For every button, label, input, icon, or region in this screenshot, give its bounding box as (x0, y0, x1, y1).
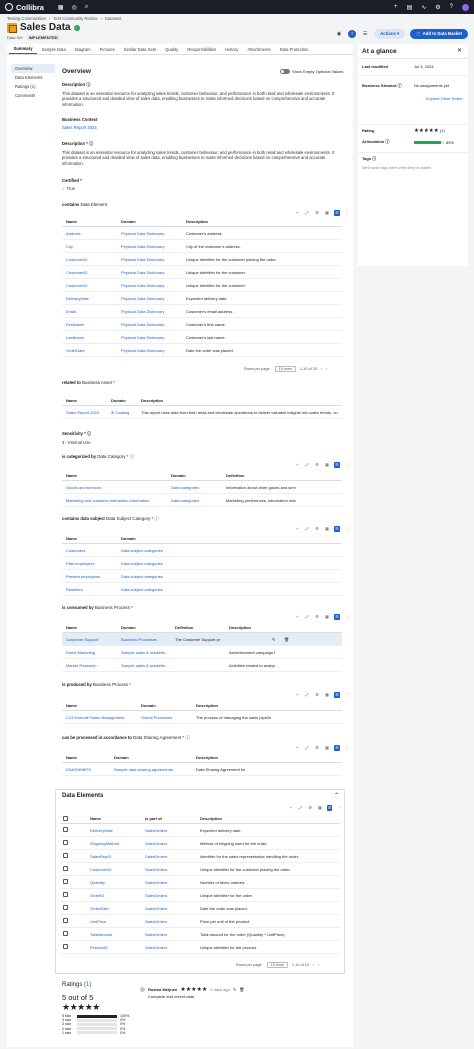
table-row[interactable] (60, 850, 340, 863)
consumed-label: is consumed by Business Process * (62, 605, 133, 610)
articulation-value: 89% (446, 139, 455, 145)
nav-overview[interactable]: Overview (11, 64, 55, 73)
expand-icon[interactable]: ⤢ (305, 462, 309, 467)
row-part-of[interactable]: SalesOrders (145, 892, 168, 898)
expand-icon[interactable]: ⤢ (298, 805, 303, 810)
collibra-logo[interactable] (5, 3, 44, 12)
produced-table: Name Domain Description C13 Execute Sales Management Global Processes The process of managing the sales pipelin (62, 701, 342, 724)
at-a-glance-panel (358, 44, 468, 266)
settings-icon[interactable]: ⚙ (308, 805, 312, 810)
help-icon[interactable]: ? (449, 4, 453, 10)
settings-icon[interactable]: ⚙ (315, 745, 319, 750)
table-row[interactable]: Market Research Sample sales & marketin... Activities related to analys (62, 659, 342, 672)
data-elements-table: Name is part of Description DeliveryDate SalesOrders Expected delivery date. ShippingMethod SalesOrders Method of shipping used for the order. SalesRepID SalesOrders Identifier for the sales representative handling the order. CustomerID SalesOrders Unique identifier for the customer placing the order. Quantity SalesOrders Number of items ordered. OrderID SalesOrders Unique identifier for the order. OrderDate SalesOrders Date the order was placed. UnitPrice SalesOrders Price per unit of the product. TotalAmount SalesOrders Total amount for the order (Quantity * UnitPrice). ProductID SalesOrders Unique identifier for the product. (60, 814, 340, 954)
edit-icon[interactable]: ✎ (272, 636, 276, 642)
top-bar (0, 0, 474, 14)
row-checkbox[interactable] (63, 879, 68, 884)
settings-icon[interactable]: ⚙ (315, 462, 319, 467)
row-name[interactable]: CustomerID (66, 256, 88, 262)
processed-table: Name Domain Description DSAGNMB79 Sample data sharing agreements Data Sharing Agreement for (62, 753, 342, 776)
produced-label: is produced by Business Process * (62, 682, 131, 687)
row-part-of[interactable]: SalesOrders (145, 840, 168, 846)
rows-per-page-select[interactable]: 10 rows (267, 962, 288, 968)
table-view-icon[interactable]: ☰ (335, 526, 339, 531)
row-description: Total amount for the order (Quantity * UnitPrice). (200, 931, 286, 937)
review-time: 2 days ago (210, 987, 230, 992)
tab-similar-data-sets[interactable]: Similar Data Sets (123, 47, 157, 52)
settings-icon[interactable]: ⚙ (315, 692, 319, 697)
reviewer-name: Rosina Meijnen (148, 987, 178, 992)
row-name[interactable]: ProductID (90, 944, 108, 950)
table-row[interactable] (60, 837, 340, 850)
review-text: Complete and recent data (148, 994, 195, 999)
table-toolbar (294, 745, 472, 751)
empty-values-toggle[interactable]: Show Empty Optional Values (280, 69, 344, 74)
row-description: Unique identifier for the customer placing the order. (200, 866, 291, 872)
table-row[interactable]: Goods and services Data categories Information about other goods and serv (62, 481, 342, 494)
data-elements-pager: Rows per page: 10 rows 1-10 of 10 ‹ › (236, 963, 320, 967)
row-part-of[interactable]: SalesOrders (145, 853, 168, 859)
table-view-icon[interactable]: ☰ (335, 745, 339, 750)
row-checkbox[interactable] (63, 840, 68, 845)
row-part-of[interactable]: SalesOrders (145, 918, 168, 924)
row-part-of[interactable]: SalesOrders (145, 866, 168, 872)
breadcrumb-item[interactable]: Test Community Rosina (53, 16, 98, 21)
breadcrumb-item[interactable]: Testing Communities (7, 16, 46, 21)
row-name[interactable]: DeliveryDate (90, 827, 113, 833)
settings-icon[interactable]: ⚙ (315, 614, 319, 619)
more-icon[interactable]: ⋮ (345, 692, 349, 697)
contains-label: contains Data Element (62, 202, 108, 207)
dataset-icon (7, 23, 17, 33)
expand-icon[interactable]: ⤢ (305, 210, 309, 215)
next-page-icon[interactable]: › (326, 367, 328, 371)
table-row[interactable] (60, 889, 340, 902)
more-icon[interactable]: ⋮ (345, 526, 349, 531)
grid-view-icon[interactable]: ▦ (325, 614, 329, 619)
rating-label: Rating (362, 128, 375, 133)
row-checkbox[interactable] (63, 866, 68, 871)
table-row[interactable] (62, 266, 342, 279)
brand-name: Collibra (16, 2, 44, 12)
rows-per-page-select[interactable]: 10 rows (275, 366, 296, 372)
table-row[interactable]: DSAGNMB79 Sample data sharing agreements Data Sharing Agreement for (62, 763, 342, 776)
more-icon[interactable]: ⋮ (345, 745, 349, 750)
table-toolbar (294, 462, 472, 468)
row-name[interactable]: City (66, 243, 73, 249)
ratings-score: 5 out of 5 (62, 993, 94, 1002)
user-avatar[interactable] (462, 4, 469, 11)
table-row[interactable] (60, 902, 340, 915)
description-text: This dataset is an essential resource for analyzing sales trends, customer behaviour, and performance in both retail and wholesale environments. It provides a structured and detailed view of sales data, enabling businesses to make informed decisions based on comprehensive and accurate information. (62, 91, 335, 107)
categorized-label: is categorized by Data Category * ⓘ (62, 454, 135, 459)
toggle-switch[interactable] (280, 69, 290, 74)
row-domain[interactable]: Physical Data Dictionary (121, 230, 165, 236)
table-row[interactable] (62, 227, 342, 240)
categorized-table: Name Domain Definition Goods and services Data categories Information about other goods and serv Marketing and customer interaction information Data categories Marketing preferences, information rela (62, 471, 342, 507)
asset-type: Data Set (7, 35, 23, 40)
business-context-link[interactable]: Sales Report 2024 (62, 125, 97, 130)
tab-quality[interactable]: Quality (165, 47, 179, 52)
row-description: Identifier for the sales representative handling the order. (200, 853, 299, 859)
add-icon[interactable]: + (295, 614, 299, 619)
nav-ratings[interactable]: Ratings (1) (15, 84, 36, 89)
delete-icon[interactable]: 🗑 (239, 987, 245, 992)
row-checkbox[interactable] (63, 944, 68, 949)
tags-label: Tags ⓘ (362, 156, 377, 161)
rating-bar-row: 4 star 0% (62, 1018, 126, 1023)
row-domain[interactable]: Physical Data Dictionary (121, 243, 165, 249)
add-icon[interactable]: + (295, 526, 299, 531)
row-name[interactable]: ShippingMethod (90, 840, 119, 846)
table-row[interactable] (60, 928, 340, 941)
expand-icon[interactable]: ⤢ (305, 526, 309, 531)
grid-view-icon[interactable]: ▦ (325, 210, 329, 215)
apps-icon[interactable]: ▦ (57, 4, 64, 11)
contains-pager: Rows per page: 10 rows 1-10 of 33 ‹ › (244, 367, 328, 371)
related-table: Name Domain Description Sales Report 2024 ⊕ Catalog This report uses data from both retail and wholesale operations to deliver valuable insights into sales trends, cu (62, 396, 342, 419)
prev-page-icon[interactable]: ‹ (321, 367, 323, 371)
row-name[interactable]: Address (66, 230, 81, 236)
list-icon[interactable]: ☰ (362, 31, 368, 37)
inbox-icon[interactable]: ▤ (406, 4, 413, 11)
row-name[interactable]: OrderDate (90, 905, 109, 911)
row-name[interactable]: LastName (66, 334, 85, 340)
table-row[interactable] (60, 915, 340, 928)
grid-view-icon[interactable]: ▦ (325, 692, 329, 697)
steward-label: Business Steward ⓘ (362, 83, 402, 88)
explore-roles-link[interactable]: Explore Other Roles (425, 96, 462, 101)
more-icon[interactable]: ⋮ (345, 614, 349, 619)
rating-bar-row: 1 star 0% (62, 1030, 126, 1035)
more-icon[interactable]: ⋮ (345, 462, 349, 467)
table-row[interactable] (62, 331, 342, 344)
table-row[interactable] (62, 318, 342, 331)
subjects-table: Name Domain Customers Data subject categories Past employees Data subject categories Present employees Data subject categories Resellers Data subject categories (62, 534, 342, 596)
next-page-icon[interactable]: › (318, 963, 320, 967)
rating-bar-row: 5 star 100% (62, 1014, 130, 1019)
table-toolbar (294, 526, 472, 532)
add-icon[interactable]: + (295, 462, 299, 467)
table-row[interactable] (62, 279, 342, 292)
prev-page-icon[interactable]: ‹ (313, 963, 315, 967)
compass-icon[interactable]: ◎ (71, 4, 77, 11)
contains-table (62, 217, 342, 357)
row-name[interactable]: OrderID (90, 892, 105, 898)
table-view-icon[interactable]: ☰ (327, 805, 332, 810)
row-part-of[interactable]: SalesOrders (145, 905, 168, 911)
rating-count: (1) (439, 128, 445, 133)
table-row[interactable] (60, 863, 340, 876)
tab-data-protection[interactable]: Data Protection (279, 47, 309, 52)
logo-icon (5, 3, 13, 11)
table-view-icon[interactable]: ☰ (335, 614, 339, 619)
table-row[interactable] (60, 824, 340, 837)
certified-check-icon: ✓ (74, 24, 79, 30)
row-name[interactable]: CustomerID (66, 269, 88, 275)
row-checkbox[interactable] (63, 931, 68, 936)
row-description: Unique identifier for the customer placing the order. (186, 256, 277, 262)
description2-label: Description * ⓘ (62, 141, 94, 146)
row-description: Expected delivery date. (200, 827, 242, 833)
rating-bar-row: 2 star 0% (62, 1026, 126, 1031)
table-row[interactable] (60, 941, 340, 954)
row-description: Customer's address. (186, 230, 223, 236)
row-name[interactable]: UnitPrice (90, 918, 107, 924)
business-context-label: Business Context (62, 117, 98, 122)
settings-icon[interactable]: ⚙ (315, 210, 319, 215)
tab-bar (7, 44, 353, 55)
row-domain[interactable]: Physical Data Dictionary (121, 321, 165, 327)
subjects-label: contains data subject Data Subject Category * ⓘ (62, 516, 159, 521)
row-name[interactable]: Quantity (90, 879, 105, 885)
nav-data-elements[interactable]: Data Elements (15, 75, 43, 80)
row-description: Unique identifier for the order. (200, 892, 253, 898)
add-to-basket-button[interactable]: 🛒 Add to Data Basket (410, 29, 468, 39)
row-name[interactable]: FirstName (66, 321, 85, 327)
last-modified-label: Last modified (362, 64, 389, 69)
table-row[interactable]: Present employees Data subject categories (62, 570, 342, 583)
table-row[interactable]: Marketing and customer interaction information Data categories Marketing preferences, information rela (62, 494, 342, 507)
table-view-icon[interactable]: ☰ (335, 462, 339, 467)
search-icon[interactable]: ⌕ (84, 3, 89, 10)
tab-pictures[interactable]: Pictures (99, 47, 115, 52)
related-label: related to Business Asset * (62, 380, 115, 385)
row-description: Customer's email address. (186, 308, 234, 314)
row-name[interactable]: CustomerID (90, 866, 112, 872)
tags-empty: We'll show tags here when they're added (362, 166, 431, 170)
table-row[interactable]: Sales Report 2024 ⊕ Catalog This report uses data from both retail and wholesale operations to deliver valuable insights into sales trends, cu (62, 406, 342, 419)
settings-icon[interactable]: ⚙ (435, 4, 441, 11)
table-row[interactable] (62, 305, 342, 318)
table-toolbar (294, 614, 472, 620)
row-name[interactable]: TotalAmount (90, 931, 113, 937)
breadcrumb: Testing Communities › Test Community Rosina › Datasets (7, 16, 122, 21)
activity-icon[interactable]: ∿ (421, 4, 427, 11)
row-description: Unique identifier for the customer. (186, 269, 246, 275)
table-row[interactable] (62, 344, 342, 357)
add-icon[interactable]: + (295, 210, 299, 215)
certified-label: Certified * (62, 178, 82, 183)
row-description: Date the order was placed. (200, 905, 248, 911)
add-icon[interactable]: + (289, 805, 292, 810)
sensitivity-label: Sensitivity * ⓘ (62, 431, 92, 436)
tab-sample-data[interactable]: Sample Data (41, 47, 66, 52)
consumed-table: Name Domain Definition Description Customer Support Business Processes The Customer Support pr ✎ 🗑 Direct Marketing Sample sales & marketin... Advertisement campaign t Market Research Sample sales & marketin... Activities related to analys (62, 623, 342, 672)
certified-value: True (66, 186, 76, 191)
row-description: Unique identifier for the product. (200, 944, 257, 950)
expand-icon[interactable]: ⤢ (305, 614, 309, 619)
page-title: Sales Data (20, 22, 71, 33)
description2-text: This dataset is an essential resource for analyzing sales trends, customer behaviour, and performance in both retail and wholesale environments. It provides a structured and detailed view of sales data, enabling businesses to make informed decisions based on comprehensive and accurate information. (62, 150, 335, 166)
row-description: Expected delivery date. (186, 295, 228, 301)
breadcrumb-item[interactable]: Datasets (104, 16, 122, 21)
row-description: Customer's last name. (186, 334, 226, 340)
row-part-of[interactable]: SalesOrders (145, 827, 168, 833)
row-description: Method of shipping used for the order. (200, 840, 268, 846)
grid-view-icon[interactable]: ▦ (317, 805, 322, 810)
table-toolbar (288, 805, 342, 811)
row-checkbox[interactable] (63, 853, 68, 858)
row-description: Number of items ordered. (200, 879, 246, 885)
rating-bar-row: 3 star 0% (62, 1022, 126, 1027)
table-row[interactable] (62, 253, 342, 266)
table-row[interactable]: Customer Support Business Processes The Customer Support pr ✎ 🗑 (62, 633, 342, 646)
row-part-of[interactable]: SalesOrders (145, 931, 168, 937)
row-domain[interactable]: Physical Data Dictionary (121, 347, 165, 353)
more-icon[interactable]: ⋮ (345, 210, 349, 215)
table-row[interactable]: Direct Marketing Sample sales & marketin... Advertisement campaign t (62, 646, 342, 659)
info-icon[interactable]: i (348, 30, 356, 38)
row-description: Customer's first name. (186, 321, 226, 327)
delete-icon[interactable]: 🗑 (284, 636, 290, 642)
row-domain[interactable]: Physical Data Dictionary (121, 334, 165, 340)
sensitivity-value: 3 - Internal Use (62, 440, 91, 445)
row-name[interactable]: Email (66, 308, 77, 314)
row-checkbox[interactable] (63, 918, 68, 923)
table-header: Name Domain Description (62, 217, 342, 227)
row-domain[interactable]: Physical Data Dictionary (121, 295, 165, 301)
row-description: Date the order was placed. (186, 347, 234, 353)
glance-title: At a glance (362, 48, 397, 55)
row-part-of[interactable]: SalesOrders (145, 879, 168, 885)
collapse-icon[interactable]: ⌃ (333, 793, 339, 799)
row-description: Unique identifier for the customer. (186, 282, 246, 288)
settings-icon[interactable]: ⚙ (315, 526, 319, 531)
review-stars: ★★★★★ (180, 987, 208, 993)
ratings-count: (1) (84, 982, 92, 988)
tab-summary[interactable]: Summary (9, 46, 37, 54)
processed-label: can be processed in accordance to Data Sharing Agreement * ⓘ (62, 735, 190, 740)
more-icon[interactable]: ⋮ (337, 805, 342, 810)
data-elements-title: Data Elements (62, 793, 104, 799)
row-name[interactable]: SalesRepID (90, 853, 112, 859)
nav-comments[interactable]: Comments (15, 93, 36, 98)
expand-icon[interactable]: ⤢ (305, 692, 309, 697)
close-icon[interactable]: ✕ (456, 48, 462, 54)
tab-diagram[interactable]: Diagram (74, 47, 91, 52)
row-name[interactable]: DeliveryDate (66, 295, 89, 301)
tab-attachments[interactable]: Attachments (247, 47, 271, 52)
reviewer-avatar (140, 987, 145, 992)
row-domain[interactable]: Physical Data Dictionary (121, 256, 165, 262)
table-row[interactable]: Past employees Data subject categories (62, 557, 342, 570)
row-description: City of the customer's address. (186, 243, 241, 249)
status-badge: IMPLEMENTED (28, 35, 58, 40)
data-elements-panel (55, 789, 345, 974)
row-domain[interactable]: Physical Data Dictionary (121, 269, 165, 275)
table-view-icon[interactable]: ☰ (335, 692, 339, 697)
expand-icon[interactable]: ⤢ (305, 745, 309, 750)
ratings-stars: ★★★★★ (62, 1002, 100, 1012)
ratings-title: Ratings (62, 982, 83, 988)
add-icon[interactable]: + (394, 4, 398, 10)
table-row[interactable] (62, 240, 342, 253)
row-name[interactable]: CustomerID (66, 282, 88, 288)
table-row[interactable]: C13 Execute Sales Management Global Processes The process of managing the sales pipelin (62, 711, 342, 724)
ratings-summary (62, 982, 142, 1035)
steward-value: No assignments yet (414, 83, 450, 88)
row-name[interactable]: OrderDate (66, 347, 85, 353)
table-row[interactable] (60, 876, 340, 889)
add-icon[interactable]: + (295, 745, 299, 750)
table-toolbar (294, 692, 472, 698)
row-checkbox[interactable] (63, 892, 68, 897)
tab-responsibilities[interactable]: Responsibilities (187, 47, 217, 52)
row-description: Price per unit of the product. (200, 918, 251, 924)
select-all-checkbox[interactable] (63, 816, 68, 821)
eye-icon[interactable]: ◉ (336, 31, 342, 37)
table-view-icon[interactable]: ☰ (335, 210, 339, 215)
row-checkbox[interactable] (63, 905, 68, 910)
table-row[interactable] (62, 292, 342, 305)
row-checkbox[interactable] (63, 827, 68, 832)
table-row[interactable]: Resellers Data subject categories (62, 583, 342, 596)
overview-title: Overview (62, 68, 91, 75)
row-part-of[interactable]: SalesOrders (145, 944, 168, 950)
row-domain[interactable]: Physical Data Dictionary (121, 282, 165, 288)
table-row[interactable]: Customers Data subject categories (62, 544, 342, 557)
tab-history[interactable]: History (225, 47, 239, 52)
last-modified-value: Jul 3, 2024 (414, 64, 434, 69)
row-domain[interactable]: Physical Data Dictionary (121, 308, 165, 314)
add-icon[interactable]: + (295, 692, 299, 697)
review-item (140, 986, 340, 999)
actions-button[interactable]: Actions ▾ (374, 29, 405, 39)
grid-view-icon[interactable]: ▦ (325, 745, 329, 750)
description-label: Description ⓘ (62, 82, 91, 87)
edit-icon[interactable]: ✎ (232, 987, 237, 992)
check-icon: ✓ (62, 186, 66, 191)
grid-view-icon[interactable]: ▦ (325, 526, 329, 531)
articulation-label: Articulation ⓘ (362, 139, 390, 144)
grid-view-icon[interactable]: ▦ (325, 462, 329, 467)
rating-stars: ★★★★★ (414, 128, 439, 134)
section-nav (11, 64, 55, 100)
